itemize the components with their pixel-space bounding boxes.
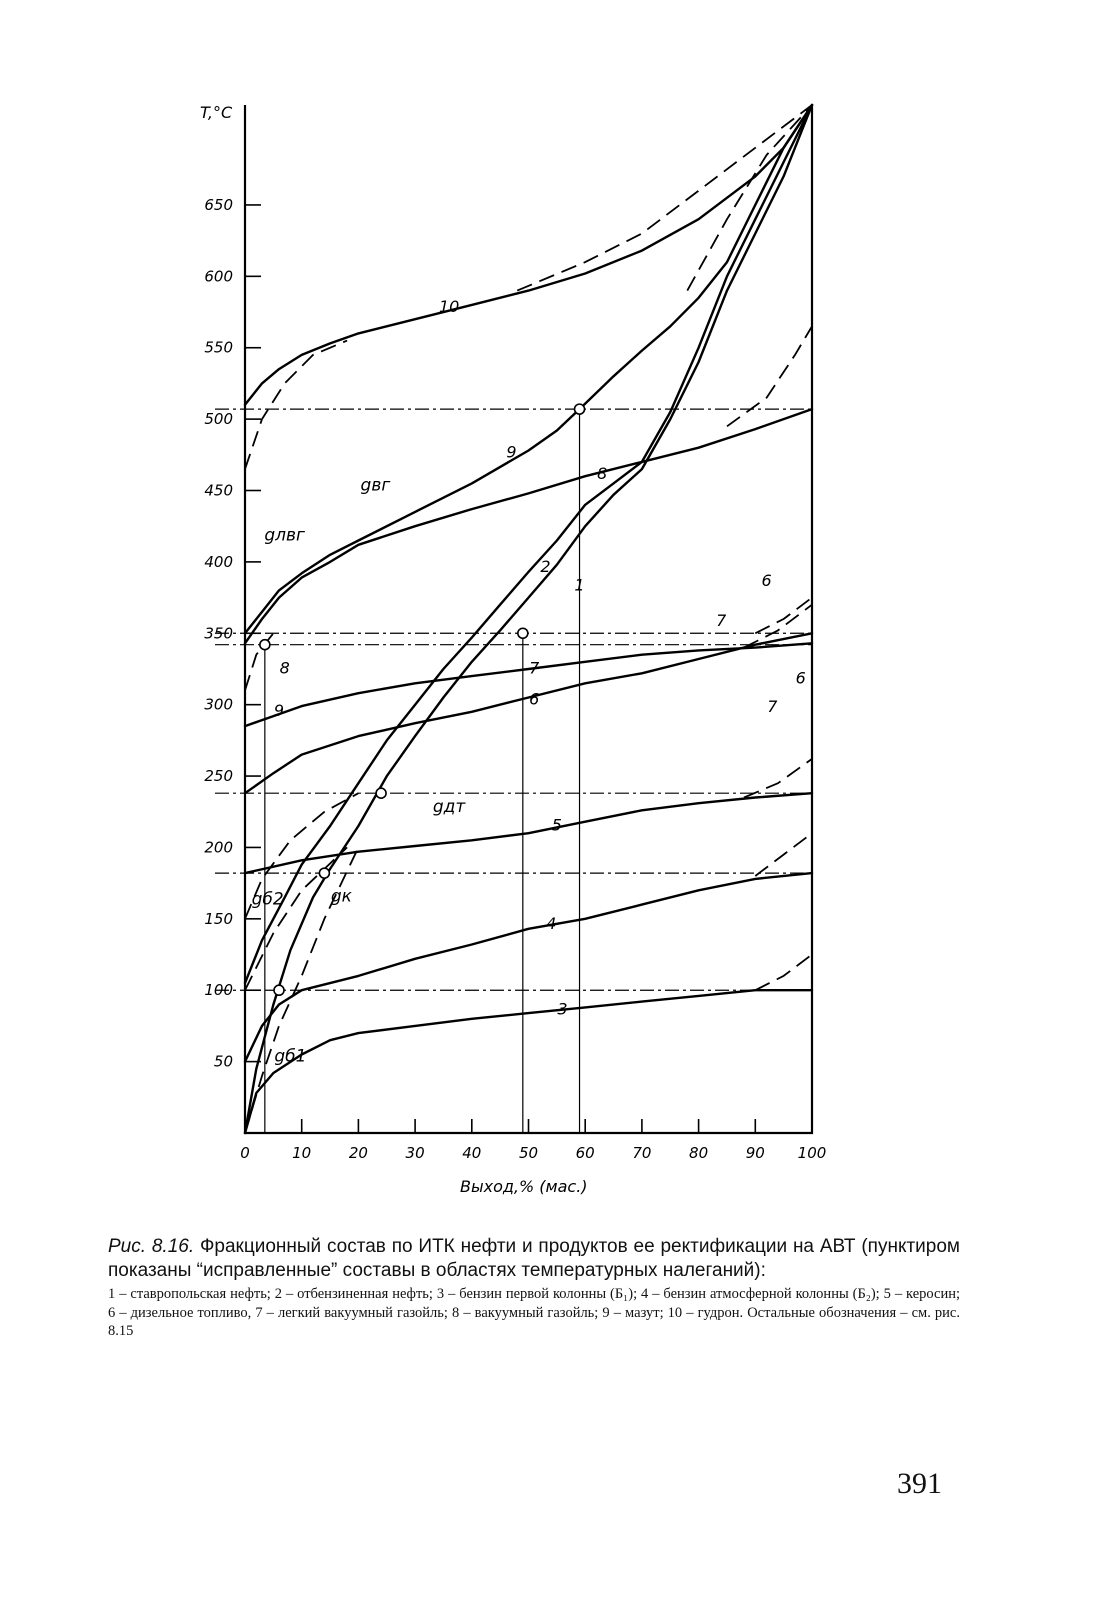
x-tick-label: 0 bbox=[240, 1144, 250, 1162]
dashed-curve-10 bbox=[517, 105, 812, 291]
axis-ticks bbox=[204, 196, 826, 1162]
curve-3 bbox=[245, 990, 812, 1133]
x-tick-label: 40 bbox=[462, 1144, 482, 1162]
annotation-label: gлвг bbox=[264, 525, 305, 546]
curve-label-10: 10 bbox=[438, 297, 460, 317]
annotation-label: gк bbox=[330, 886, 352, 907]
curve-8 bbox=[245, 409, 812, 643]
curve-label-1: 1 bbox=[574, 575, 585, 595]
y-tick-label: 100 bbox=[204, 981, 233, 1000]
x-tick-label: 30 bbox=[405, 1144, 425, 1162]
x-tick-label: 100 bbox=[797, 1144, 827, 1162]
x-tick-label: 90 bbox=[745, 1144, 765, 1162]
marker-circle bbox=[260, 640, 270, 650]
x-tick-label: 60 bbox=[575, 1144, 595, 1162]
dashed-curve-8 bbox=[727, 326, 812, 426]
curve-label-9: 9 bbox=[506, 442, 517, 462]
y-tick-label: 600 bbox=[204, 267, 233, 286]
page-number: 391 bbox=[897, 1467, 942, 1500]
annotation-label: gб2 bbox=[251, 889, 284, 910]
curve-7 bbox=[245, 643, 812, 726]
curve-label-4: 4 bbox=[546, 913, 557, 933]
plot-frame bbox=[245, 105, 812, 1133]
figure-caption bbox=[108, 1235, 960, 1341]
curve-label-8: 8 bbox=[597, 464, 608, 484]
dashed-curve-5 bbox=[744, 759, 812, 798]
y-tick-label: 250 bbox=[204, 767, 233, 786]
y-tick-label: 550 bbox=[204, 338, 233, 357]
marker-circle bbox=[518, 628, 528, 638]
y-tick-label: 450 bbox=[204, 481, 233, 500]
curve-10 bbox=[245, 105, 812, 405]
annotation-label: gвг bbox=[360, 475, 391, 496]
curve-label-5: 5 bbox=[551, 815, 562, 835]
curve-labels bbox=[252, 297, 806, 1067]
curve-label-8: 8 bbox=[279, 658, 290, 678]
curve-9 bbox=[245, 105, 812, 633]
y-tick-label: 650 bbox=[204, 195, 233, 214]
curve-label-2: 2 bbox=[540, 556, 551, 576]
marker-circle bbox=[274, 985, 284, 995]
curve-label-6: 6 bbox=[795, 668, 806, 688]
solid-curves bbox=[245, 105, 812, 1133]
curve-label-6: 6 bbox=[529, 689, 540, 709]
y-tick-label: 400 bbox=[204, 552, 233, 571]
marker-circle bbox=[376, 788, 386, 798]
curve-label-7: 7 bbox=[529, 658, 540, 678]
curve-1 bbox=[245, 105, 812, 1133]
caption-legend: 1 – ставропольская нефть; 2 – отбензиненная нефть; 3 – бензин первой колонны (Б₁); 4 – бензин атмосферной колонны (Б₂); 5 – керосин; 6 – дизельное топливо, 7 – легкий вакуумный газойль; 8 – вакуумный газойль; 9 – мазут; 10 – гудрон. Остальные обозначения – см. рис. 8.15 bbox=[108, 1286, 960, 1339]
x-axis-label: Выход,% (мас.) bbox=[460, 1177, 588, 1196]
dashed-curve-10 bbox=[245, 341, 347, 470]
x-tick-label: 10 bbox=[292, 1144, 312, 1162]
curve-label-3: 3 bbox=[557, 999, 568, 1019]
y-tick-label: 350 bbox=[204, 624, 233, 643]
annotation-label: gдт bbox=[432, 796, 466, 817]
y-tick-label: 300 bbox=[204, 695, 233, 714]
y-tick-label: 500 bbox=[204, 410, 233, 429]
curve-label-7: 7 bbox=[767, 696, 778, 716]
y-tick-label: 150 bbox=[204, 909, 233, 928]
curve-label-7: 7 bbox=[716, 611, 727, 631]
dashed-curves bbox=[245, 105, 812, 1133]
markers bbox=[260, 404, 585, 1133]
x-tick-label: 50 bbox=[518, 1144, 539, 1162]
curve-label-6: 6 bbox=[761, 571, 772, 591]
x-tick-label: 20 bbox=[348, 1144, 368, 1162]
x-tick-label: 70 bbox=[632, 1144, 652, 1162]
y-tick-label: 200 bbox=[204, 838, 233, 857]
plot-border bbox=[245, 105, 812, 1133]
y-axis-label: T,°C bbox=[200, 103, 233, 122]
y-tick-label: 50 bbox=[213, 1052, 233, 1071]
dashed-curve-3 bbox=[755, 955, 812, 991]
dashdot-levels bbox=[215, 409, 812, 990]
dashed-curve-6 bbox=[755, 598, 812, 634]
caption-fig-num: Рис. 8.16. bbox=[108, 1236, 195, 1257]
curve-5 bbox=[245, 793, 812, 873]
marker-circle bbox=[319, 868, 329, 878]
curve-2 bbox=[245, 105, 812, 983]
curve-label-9: 9 bbox=[273, 701, 285, 721]
x-tick-label: 80 bbox=[689, 1144, 709, 1162]
caption-text: Фракционный состав по ИТК нефти и продуктов ее ректификации на АВТ (пунктиром показаны “исправленные” составы в областях температурных налеганий): bbox=[108, 1236, 960, 1281]
marker-circle bbox=[575, 404, 585, 414]
dashed-curve-4 bbox=[755, 833, 812, 876]
annotation-label: gб1 bbox=[274, 1046, 307, 1067]
caption-title bbox=[108, 1235, 960, 1283]
